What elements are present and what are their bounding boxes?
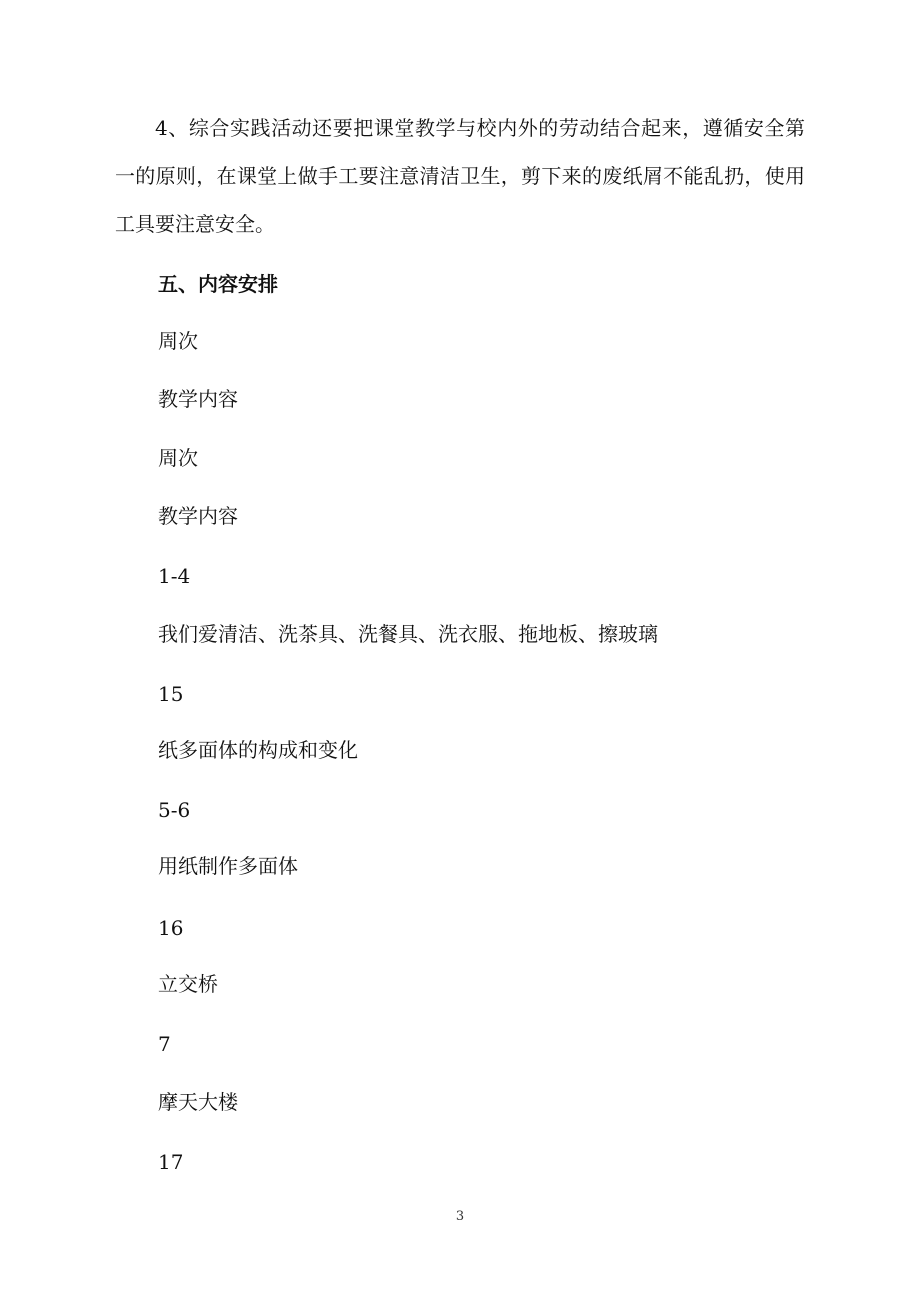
table-header-content: 教学内容 xyxy=(158,504,238,528)
table-cell-week: 16 xyxy=(158,916,184,940)
table-header-content: 教学内容 xyxy=(158,387,238,411)
table-cell-content: 纸多面体的构成和变化 xyxy=(158,738,358,762)
table-cell-week: 1-4 xyxy=(158,564,191,588)
table-header-week: 周次 xyxy=(158,446,198,470)
table-cell-week: 15 xyxy=(158,682,184,706)
table-cell-week: 17 xyxy=(158,1150,184,1174)
body-paragraph: 4、综合实践活动还要把课堂教学与校内外的劳动结合起来，遵循安全第一的原则，在课堂上做手工要注意清洁卫生，剪下来的废纸屑不能乱扔，使用工具要注意安全。 xyxy=(115,116,805,236)
table-cell-content: 立交桥 xyxy=(158,972,218,996)
table-cell-content: 我们爱清洁、洗茶具、洗餐具、洗衣服、拖地板、擦玻璃 xyxy=(158,622,658,646)
table-cell-content: 摩天大楼 xyxy=(158,1090,238,1114)
table-cell-week: 7 xyxy=(158,1032,171,1056)
table-cell-content: 用纸制作多面体 xyxy=(158,854,298,878)
page-number: 3 xyxy=(455,1209,465,1224)
table-header-week: 周次 xyxy=(158,329,198,353)
section-heading: 五、内容安排 xyxy=(158,272,278,296)
table-cell-week: 5-6 xyxy=(158,798,191,822)
